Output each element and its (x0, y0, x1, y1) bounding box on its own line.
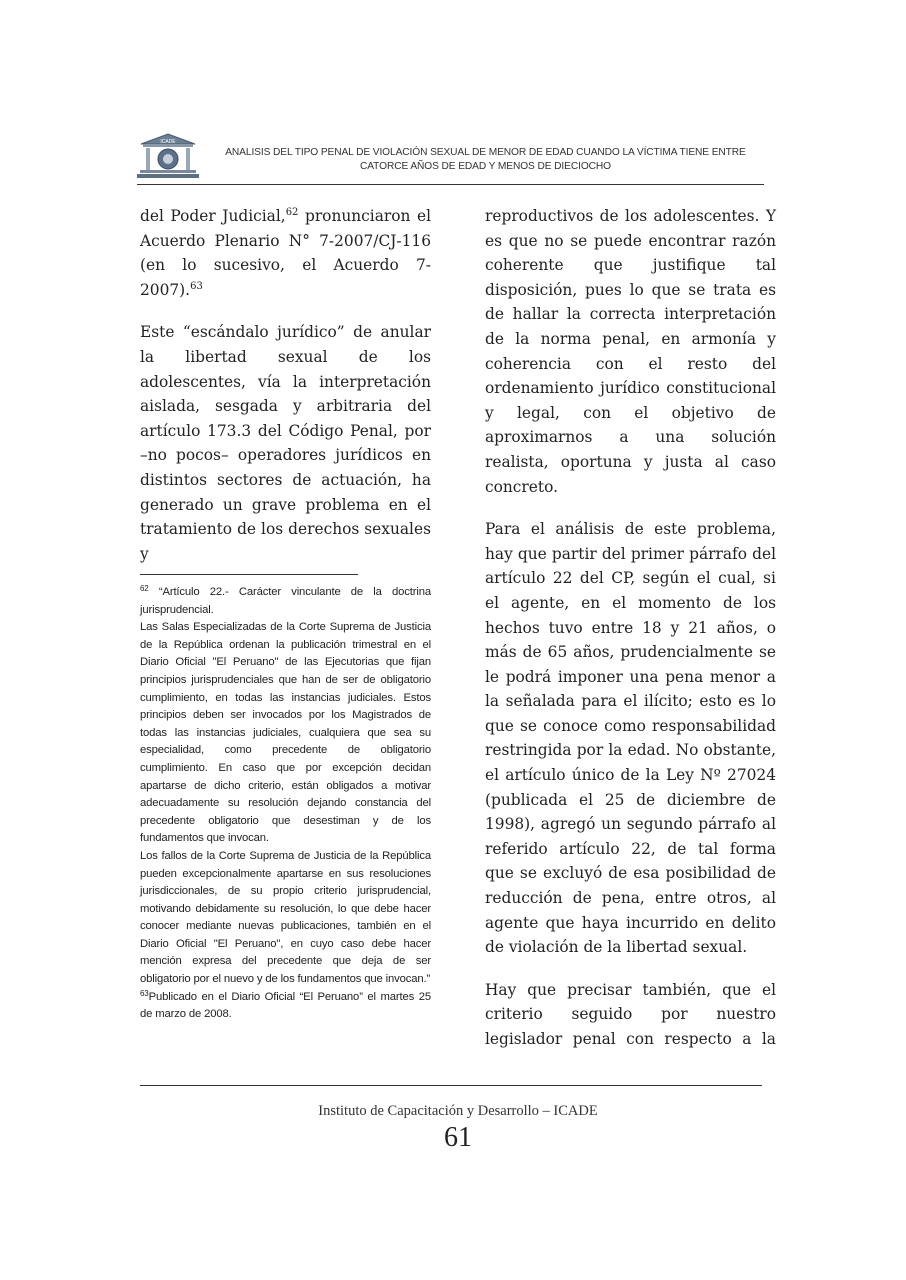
page-header (137, 132, 764, 185)
footnote-ref-62[interactable]: 62 (285, 207, 299, 218)
footnote-ref-63[interactable]: 63 (190, 280, 203, 292)
footnotes (140, 584, 431, 1024)
footnote-62-paragraph-1: Las Salas Especializadas de la Corte Suprema de Justicia de la República ordenan la publicación trimestral en el Diario Oficial "El Peruano" de las Ejecutorias que fijan principios jurisprudenciales que han de ser de obligatorio cumplimiento, en todas las instancias judiciales. Estos principios deben ser invocados por los Magistrados de todas las instancias judiciales, cualquiera que sea su especialidad, como precedente de obligatorio cumplimiento. En caso que por excepción decidan apartarse de dicho criterio, están obligados a motivar adecuadamente su resolución dejando constancia del precedente obligatorio que desestiman y de los fundamentos que invocan. (140, 621, 431, 845)
footer-institution: Instituto de Capacitación y Desarrollo – ICADE (318, 1103, 598, 1119)
left-paragraph-2: Este “escándalo jurídico” de anular la libertad sexual de los adolescentes, vía la interpretación aislada, sesgada y arbitraria del artículo 173.3 del Código Penal, por –no pocos– operadores jurídicos en distintos sectores de actuación, ha generado un grave problema en el tratamiento de los derechos sexuales y (140, 323, 431, 563)
right-paragraph-1: reproductivos de los adolescentes. Y es que no se puede encontrar razón coherente que justifique tal disposición, pues lo que se trata es de hallar la correcta interpretación de la norma penal, en armonía y coherencia con el resto del ordenamiento jurídico constitucional y legal, con el objetivo de aproximarnos a una solución realista, oportuna y justa al caso concreto. (485, 207, 776, 496)
footnote-62-paragraph-2: Los fallos de la Corte Suprema de Justicia de la República pueden excepcionalmente apartarse en sus resoluciones jurisdiccionales, de su propio criterio jurisprudencial, motivando debidamente su resolución, lo que debe hacer conocer mediante nuevas publicaciones, también en el Diario Oficial "El Peruano", en cuyo caso debe hacer mención expresa del precedente que deja de ser obligatorio por el nuevo y de los fundamentos que invocan.” (140, 849, 431, 986)
right-paragraph-2: Para el análisis de este problema, hay que partir del primer párrafo del artículo 22 del CP, según el cual, si el agente, en el momento de los hechos tuvo entre 18 y 21 años, o más de 65 años, prudencialmente se le podrá imponer una pena menor a la señalada para el ilícito; esto es lo que se conoce como responsabilidad restringida por la edad. No obstante, el artículo único de la Ley Nº 27024 (publicada el 25 de diciembre de 1998), agregó un segundo párrafo al referido artículo 22, de tal forma que se excluyó de esa posibilidad de reducción de pena, entre otros, al agente que haya incurrido en delito de violación de la libertad sexual. (485, 520, 776, 957)
page-number: 61 (444, 1122, 472, 1153)
left-column (140, 204, 431, 584)
footnote-separator (140, 574, 358, 575)
logo-text: ICADE (160, 139, 176, 145)
header-title-line-1: ANALISIS DEL TIPO PENAL DE VIOLACIÓN SEXUAL DE MENOR DE EDAD CUANDO LA VÍCTIMA TIENE ENTRE (225, 147, 746, 158)
footnote-62-heading: $^{62}$ “Artículo 22.- Carácter vinculante de la doctrina jurisprudencial. (140, 584, 431, 616)
header-title-line-2: CATORCE AÑOS DE EDAD Y MENOS DE DIECIOCHO (359, 161, 611, 172)
icade-logo (137, 132, 199, 180)
right-column (485, 204, 776, 1070)
footnote-63: $^{63}$Publicado en el Diario Oficial “El Peruano” el martes 25 de marzo de 2008. (140, 988, 431, 1021)
left-paragraph-1: del Poder Judicial,$^{62}$ pronunciaron el Acuerdo Plenario N° 7-2007/CJ-116 (en lo sucesivo, el Acuerdo 7-2007).$^{63}$ (140, 207, 432, 299)
running-header-title (207, 146, 764, 174)
footer-separator (140, 1085, 762, 1086)
right-paragraph-3: Hay que precisar también, que el criterio seguido por nuestro legislador penal con respecto a la (485, 980, 776, 1048)
